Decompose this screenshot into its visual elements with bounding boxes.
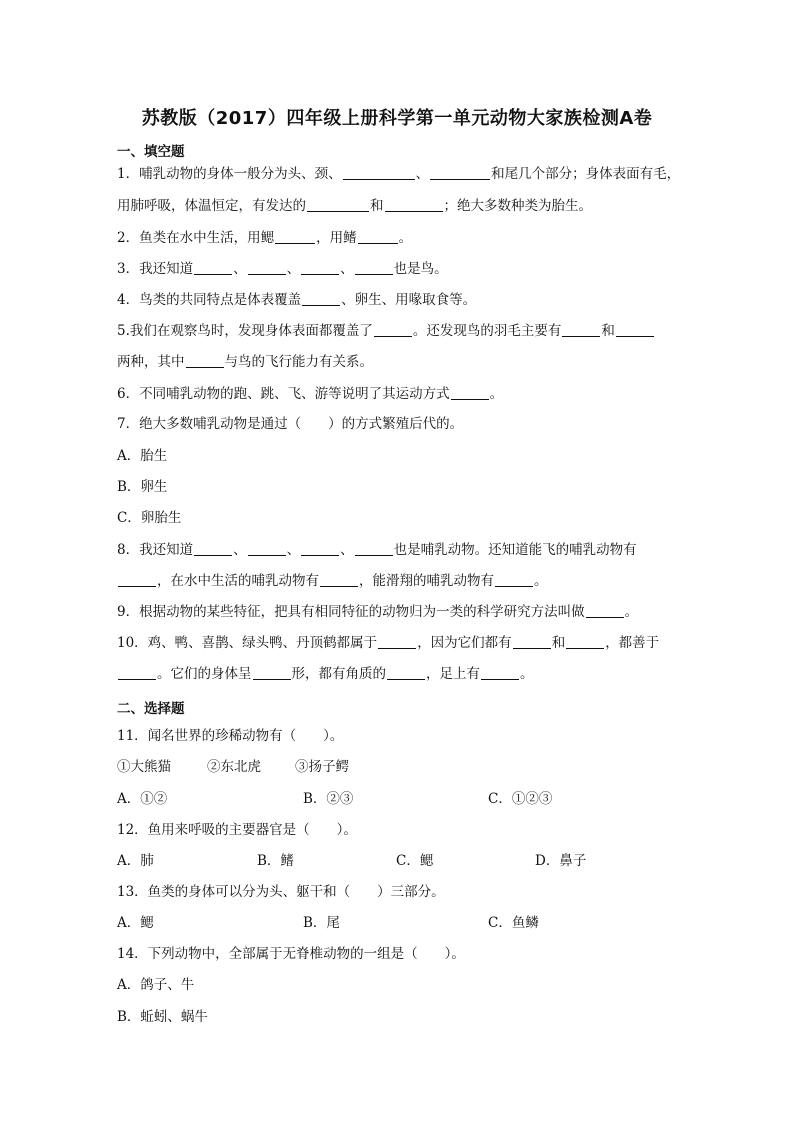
- q2-text-a: 2．鱼类在水中生活，用鳃: [117, 230, 275, 246]
- q2-text-c: 。: [398, 230, 413, 246]
- question-6: [117, 384, 503, 404]
- answer-blank[interactable]: [302, 291, 340, 306]
- answer-blank[interactable]: [307, 197, 369, 212]
- answer-blank[interactable]: [194, 260, 232, 275]
- q11-option-a[interactable]: A．①②: [117, 791, 168, 807]
- q13-option-c[interactable]: C．鱼鳞: [488, 915, 539, 931]
- answer-blank[interactable]: [320, 572, 358, 587]
- q5-text-a: 5.我们在观察鸟时，发现身体表面都覆盖了: [117, 323, 373, 339]
- answer-blank[interactable]: [586, 603, 624, 618]
- q10-text-e: 。它们的身体呈: [157, 666, 252, 682]
- answer-blank[interactable]: [275, 229, 315, 244]
- q5-text-e: 与鸟的飞行能力有关系。: [224, 354, 373, 370]
- q5-text-b: 。还发现鸟的羽毛主要有: [412, 323, 562, 339]
- q8-text-h: 。: [534, 573, 548, 589]
- q1-text-a: 1．哺乳动物的身体一般分为头、颈、: [117, 166, 342, 182]
- answer-blank[interactable]: [118, 665, 156, 680]
- question-8-line-1: [117, 540, 637, 560]
- q11-option-c[interactable]: C．①②③: [488, 791, 553, 807]
- answer-blank[interactable]: [430, 165, 490, 180]
- q9-text-a: 9．根据动物的某些特征，把具有相同特征的动物归为一类的科学研究方法叫做: [117, 604, 585, 620]
- q8-text-e: 也是哺乳动物。还知道能飞的哺乳动物有: [393, 542, 637, 558]
- q13-option-a[interactable]: A．鳃: [117, 915, 154, 931]
- answer-blank[interactable]: [118, 572, 156, 587]
- q11-item-2: ②东北虎: [207, 759, 261, 775]
- question-9: [117, 602, 638, 622]
- question-12-stem: 12．鱼用来呼吸的主要器官是（ ）。: [117, 822, 357, 838]
- q12-option-c[interactable]: C．鳃: [396, 853, 434, 869]
- q8-text-b: 、: [233, 542, 247, 558]
- q13-option-b[interactable]: B．尾: [303, 915, 340, 931]
- q12-option-b[interactable]: B．鳍: [257, 853, 294, 869]
- q3-text-d: 、: [340, 261, 354, 277]
- q6-text-b: 。: [489, 386, 504, 402]
- answer-blank[interactable]: [194, 541, 232, 556]
- answer-blank[interactable]: [385, 197, 443, 212]
- q3-text-a: 3．我还知道: [117, 261, 194, 277]
- question-5-line-2: [117, 352, 373, 372]
- question-1-line-2: [117, 196, 592, 216]
- q14-option-a[interactable]: A．鸽子、牛: [117, 977, 195, 993]
- q3-text-e: 也是鸟。: [393, 261, 448, 277]
- q3-text-c: 、: [286, 261, 301, 277]
- answer-blank[interactable]: [186, 353, 224, 368]
- answer-blank[interactable]: [616, 322, 654, 337]
- q8-text-f: ，在水中生活的哺乳动物有: [157, 573, 319, 589]
- answer-blank[interactable]: [355, 260, 393, 275]
- question-10-line-2: [117, 664, 534, 684]
- question-5-line-1: [117, 321, 655, 341]
- question-3: [117, 259, 448, 279]
- section-fill-in: 一、填空题: [117, 144, 185, 160]
- q8-text-d: 、: [340, 542, 354, 558]
- q6-text-a: 6．不同哺乳动物的跑、跳、飞、游等说明了其运动方式: [117, 386, 450, 402]
- q7-option-b[interactable]: B．卵生: [117, 479, 168, 495]
- q10-text-c: 和: [551, 635, 566, 651]
- answer-blank[interactable]: [387, 665, 425, 680]
- q8-text-a: 8．我还知道: [117, 542, 194, 558]
- q10-text-b: ，因为它们都有: [417, 635, 512, 651]
- answer-blank[interactable]: [343, 165, 415, 180]
- q10-text-g: ，足上有: [426, 666, 480, 682]
- answer-blank[interactable]: [374, 322, 412, 337]
- answer-blank[interactable]: [562, 322, 600, 337]
- answer-blank[interactable]: [355, 541, 393, 556]
- answer-blank[interactable]: [495, 572, 533, 587]
- q10-text-d: ，都善于: [605, 635, 660, 651]
- q1-text-c: 和尾几个部分；身体表面有毛，: [491, 166, 681, 182]
- q1-text-b: 、: [415, 166, 430, 182]
- question-1-line-1: [117, 164, 680, 184]
- q1-text-f: ；绝大多数种类为胎生。: [443, 198, 592, 214]
- q12-option-d[interactable]: D．鼻子: [535, 853, 587, 869]
- answer-blank[interactable]: [566, 634, 604, 649]
- q4-text-b: 、卵生、用喙取食等。: [341, 292, 477, 308]
- question-4: [117, 290, 476, 310]
- q12-option-a[interactable]: A．肺: [117, 853, 154, 869]
- q11-option-b[interactable]: B．②③: [303, 791, 354, 807]
- q14-option-b[interactable]: B．蚯蚓、蜗牛: [117, 1009, 208, 1025]
- q8-text-c: 、: [286, 542, 301, 558]
- answer-blank[interactable]: [301, 541, 339, 556]
- question-7-stem: 7．绝大多数哺乳动物是通过（ ）的方式繁殖后代的。: [117, 416, 464, 432]
- question-8-line-2: [117, 571, 548, 591]
- answer-blank[interactable]: [248, 260, 286, 275]
- q8-text-g: ，能滑翔的哺乳动物有: [359, 573, 494, 589]
- q3-text-b: 、: [233, 261, 247, 277]
- section-multiple-choice: 二、选择题: [117, 701, 185, 717]
- q10-text-f: 形，都有角质的: [291, 666, 386, 682]
- q10-text-h: 。: [520, 666, 534, 682]
- q7-option-a[interactable]: A．胎生: [117, 448, 168, 464]
- q10-text-a: 10．鸡、鸭、喜鹊、绿头鸭、丹顶鹤都属于: [117, 635, 378, 651]
- answer-blank[interactable]: [253, 665, 291, 680]
- answer-blank[interactable]: [481, 665, 519, 680]
- q9-text-b: 。: [624, 604, 639, 620]
- answer-blank[interactable]: [301, 260, 339, 275]
- q11-item-1: ①大熊猫: [117, 759, 171, 775]
- question-14-stem: 14．下列动物中，全部属于无脊椎动物的一组是（ ）。: [117, 946, 465, 962]
- question-2: [117, 228, 412, 248]
- q5-text-c: 和: [601, 323, 615, 339]
- q4-text-a: 4．鸟类的共同特点是体表覆盖: [117, 292, 302, 308]
- question-10-line-1: [117, 633, 659, 653]
- q7-option-c[interactable]: C．卵胎生: [117, 510, 182, 526]
- q1-text-e: 和: [370, 198, 384, 214]
- q11-item-3: ③扬子鳄: [295, 759, 349, 775]
- answer-blank[interactable]: [248, 541, 286, 556]
- q5-text-d: 两种，其中: [117, 354, 185, 370]
- q1-text-d: 用肺呼吸，体温恒定，有发达的: [117, 198, 306, 214]
- answer-blank[interactable]: [513, 634, 551, 649]
- answer-blank[interactable]: [451, 385, 489, 400]
- question-11-stem: 11．闻名世界的珍稀动物有（ ）。: [117, 728, 344, 744]
- answer-blank[interactable]: [358, 229, 398, 244]
- q2-text-b: ，用鳍: [316, 230, 357, 246]
- page-title: 苏教版（2017）四年级上册科学第一单元动物大家族检测A卷: [141, 108, 653, 129]
- answer-blank[interactable]: [378, 634, 416, 649]
- question-13-stem: 13．鱼类的身体可以分为头、躯干和（ ）三部分。: [117, 884, 445, 900]
